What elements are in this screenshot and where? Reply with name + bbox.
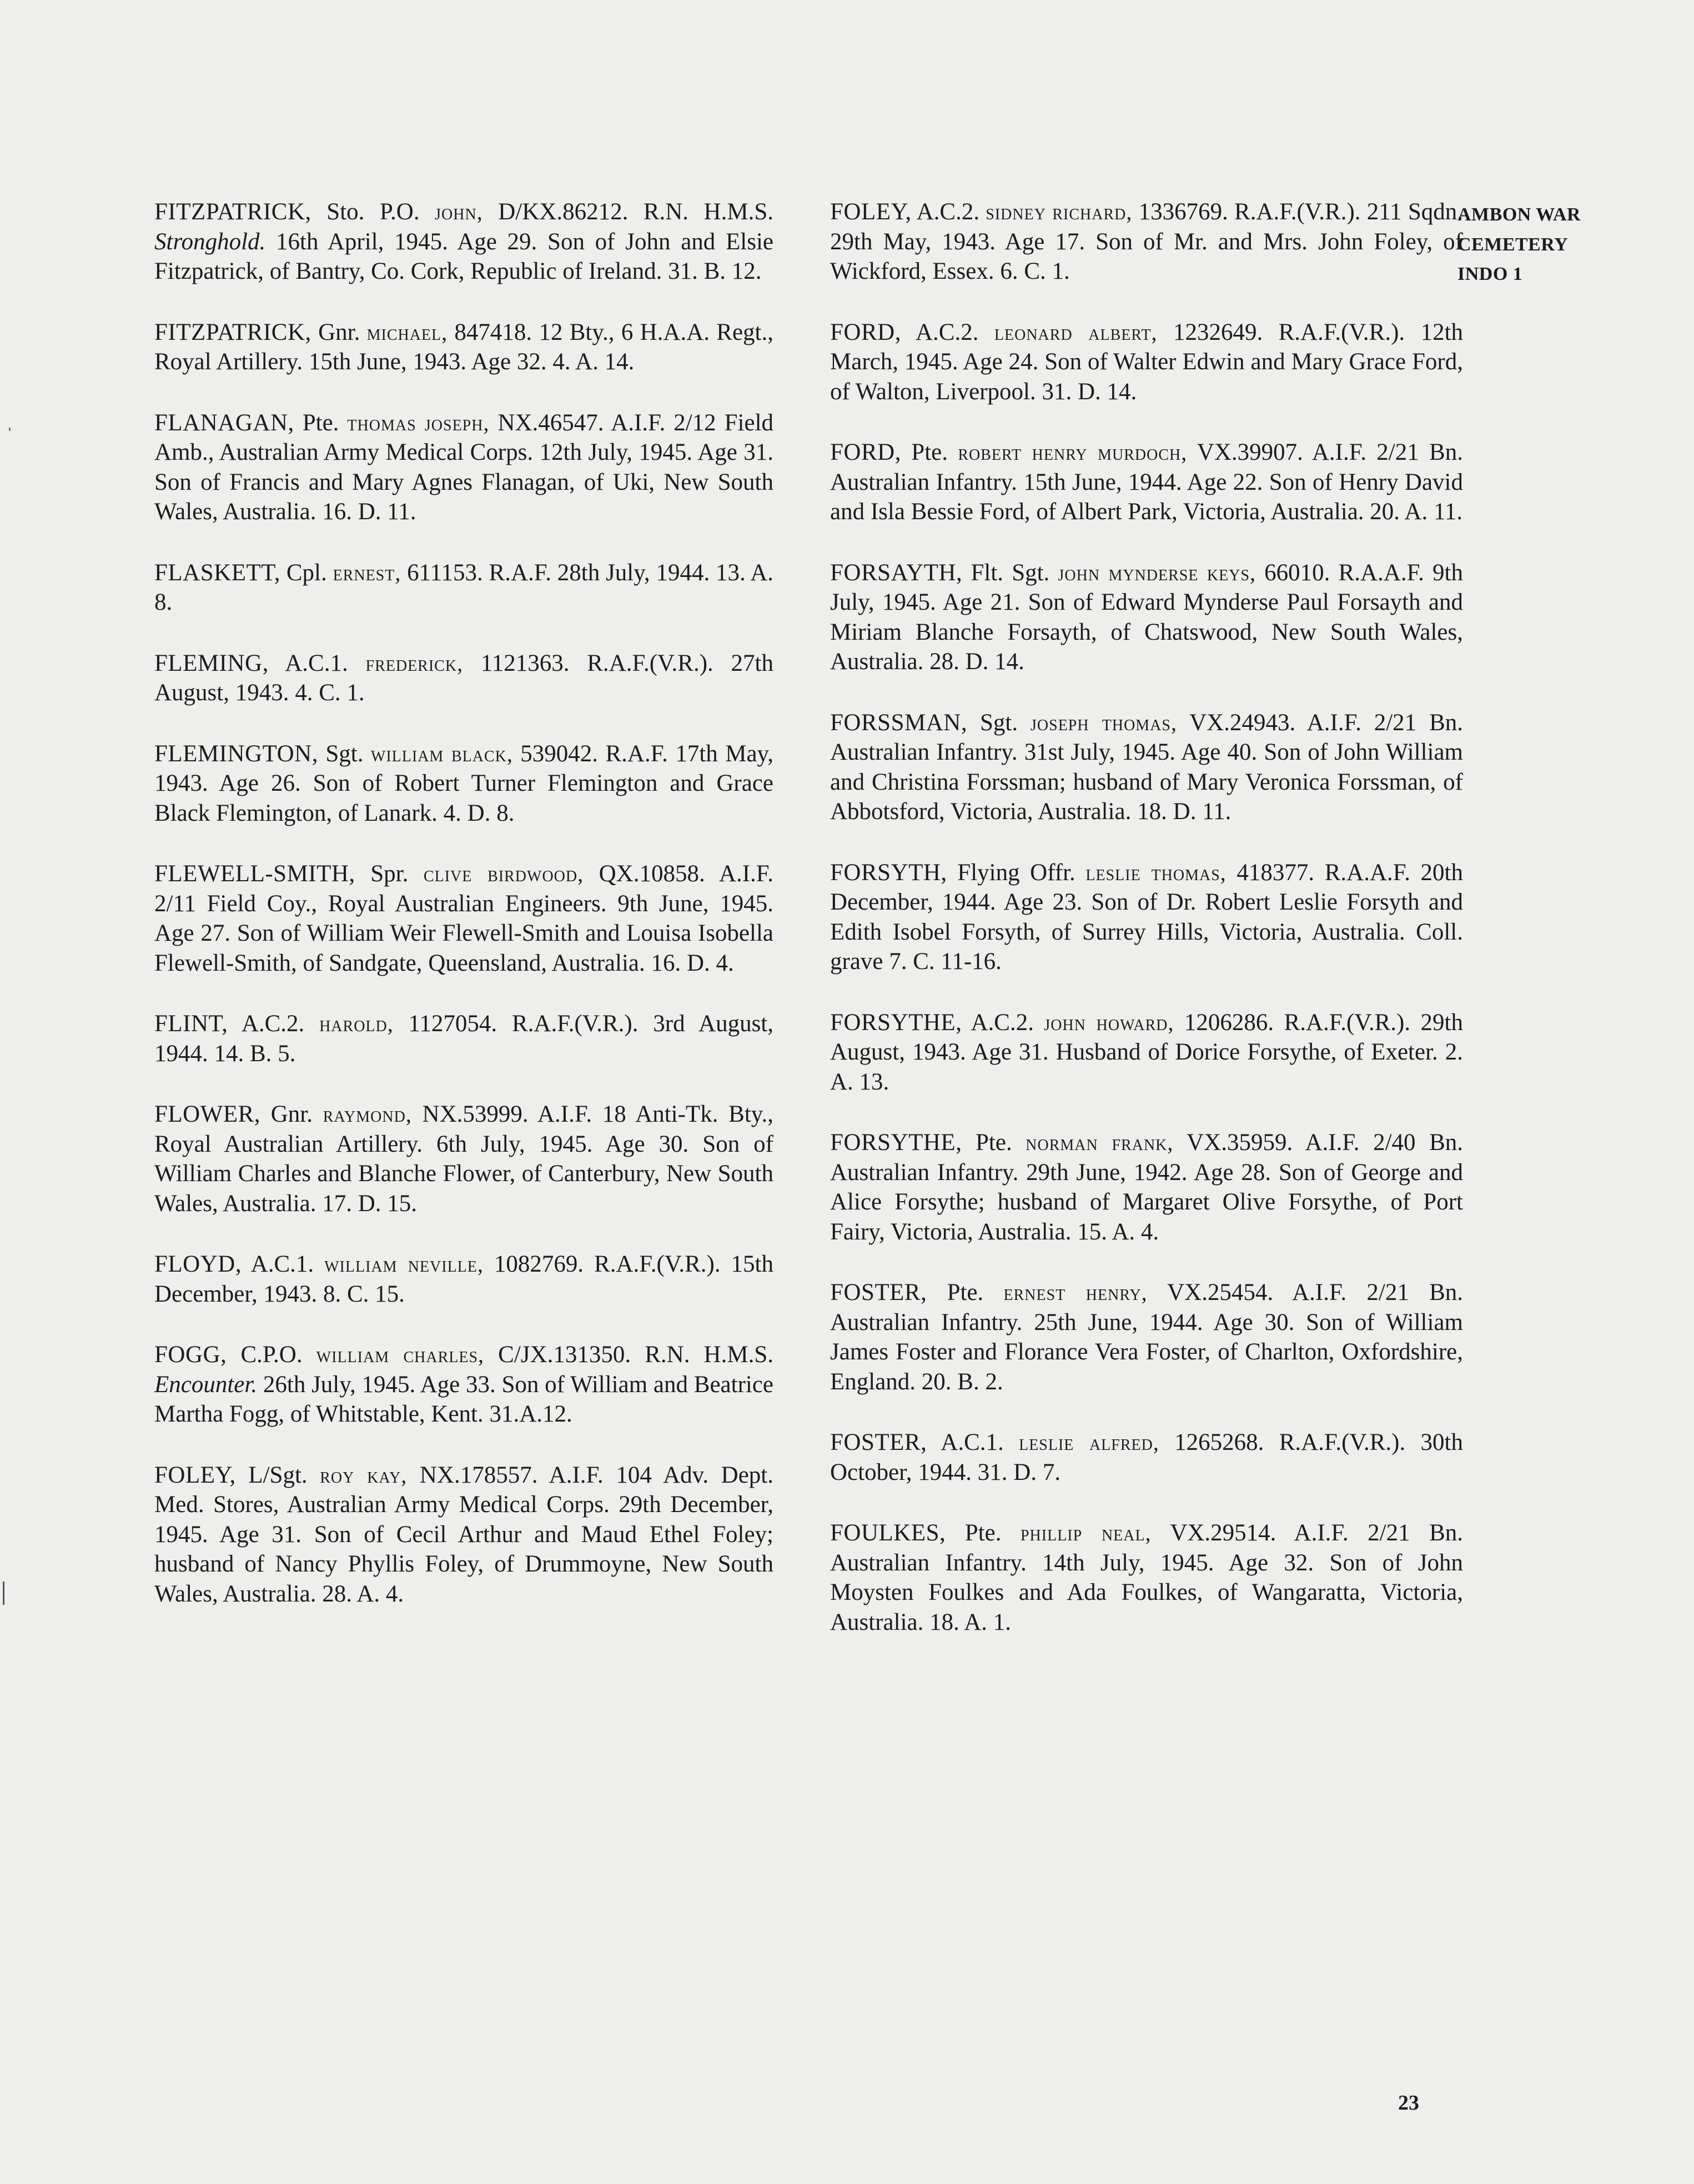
casualty-entry <box>830 1278 1463 1397</box>
entry-space <box>313 1101 323 1127</box>
entry-rank: Flt. Sgt. <box>971 559 1050 586</box>
scan-mark <box>3 1581 4 1605</box>
entry-surname: FLEMING, <box>154 650 269 676</box>
casualty-entry <box>830 438 1463 527</box>
entry-given-names: norman frank, <box>1026 1130 1174 1155</box>
casualty-entry <box>154 1460 773 1609</box>
entry-rank: A.C.2. <box>916 199 980 225</box>
cemetery-note-line: AMBON WAR <box>1457 204 1581 225</box>
entry-rank: Gnr. <box>270 1101 313 1127</box>
casualty-entry <box>154 859 773 978</box>
entry-details-continued: 26th July, 1945. Age 33. Son of William and Beatrice Martha Fogg, of Whitstable, Kent. 31.A.12. <box>154 1371 773 1427</box>
entry-surname: FLASKETT, <box>154 559 281 586</box>
casualty-entry <box>154 558 773 617</box>
entry-space <box>311 199 327 225</box>
entry-given-names: phillip neal, <box>1020 1520 1152 1545</box>
entry-given-names: john mynderse keys, <box>1058 560 1256 585</box>
entry-surname: FOSTER, <box>830 1279 927 1306</box>
entry-space <box>303 1342 316 1368</box>
entry-space <box>280 560 286 586</box>
entry-space <box>1018 710 1031 736</box>
cemetery-note-line: CEMETERY <box>1457 234 1569 255</box>
entry-rank: Flying Offr. <box>957 859 1075 886</box>
entry-space <box>1049 560 1058 586</box>
entry-space <box>420 199 435 225</box>
entry-surname: FORSYTH, <box>830 859 947 886</box>
entry-details: 847418. 12 Bty., 6 H.A.A. Regt., Royal Artillery. 15th June, 1943. Age 32. 4. A. 14. <box>154 319 774 375</box>
entry-rank: A.C.2. <box>916 319 979 345</box>
entry-given-names: leslie alfred, <box>1019 1430 1159 1455</box>
entry-details: 418377. R.A.A.F. 20th December, 1944. Age 23. Son of Dr. Robert Leslie Forsyth and Edith Isobel Forsyth, of Surrey Hills, Victoria, Australia. Coll. grave 7. C. 11-16. <box>830 859 1464 975</box>
entry-space <box>269 650 285 676</box>
entry-space <box>327 560 333 586</box>
entry-space <box>294 410 303 436</box>
entry-details: 1127054. R.A.F.(V.R.). 3rd August, 1944. 14. B. 5. <box>154 1011 773 1067</box>
entry-rank: A.C.1. <box>285 650 348 676</box>
entry-rank: Spr. <box>370 861 409 887</box>
entry-rank: Cpl. <box>286 559 327 586</box>
entry-details: VX.25454. A.I.F. 2/21 Bn. Australian Infantry. 25th June, 1944. Age 30. Son of William James Foster and Florance Vera Foster, of Charlton, Oxfordshire, England. 20. B. 2. <box>830 1279 1464 1395</box>
entry-surname: FLOWER, <box>154 1101 261 1127</box>
entry-space <box>962 1010 971 1036</box>
entry-details: NX.178557. A.I.F. 104 Adv. Dept. Med. Stores, Australian Army Medical Corps. 29th December, 1945. Age 31. Son of Cecil Arthur and Maud Ethel Foley; husband of Nancy Phyllis Foley, of Drummoyne, New South Wales, Australia. 28. A. 4. <box>154 1462 773 1607</box>
casualty-entry <box>830 1428 1463 1487</box>
entry-details: VX.39907. A.I.F. 2/21 Bn. Australian Infantry. 15th June, 1944. Age 22. Son of Henry David and Isla Bessie Ford, of Albert Park, Victoria, Australia. 20. A. 11. <box>830 439 1463 525</box>
entry-space <box>227 1342 240 1368</box>
entry-space <box>912 199 917 225</box>
entry-details: 1265268. R.A.F.(V.R.). 30th October, 1944. 31. D. 7. <box>830 1429 1463 1485</box>
entry-surname: FLEMINGTON, <box>154 740 318 767</box>
entry-space <box>408 861 424 887</box>
entry-rank: Pte. <box>964 1520 1002 1546</box>
entry-given-names: harold, <box>319 1011 394 1036</box>
entry-surname: FORD, <box>830 319 901 345</box>
entry-given-names: joseph thomas, <box>1031 710 1177 735</box>
entry-details: D/KX.86212. R.N. H.M.S. <box>482 199 774 225</box>
entry-space <box>311 319 318 345</box>
casualty-entry <box>830 1128 1463 1247</box>
entry-space <box>304 1011 319 1037</box>
entry-ship-name: Stronghold. <box>154 228 266 255</box>
casualty-entry <box>830 197 1463 287</box>
entry-rank: Sto. P.O. <box>326 199 420 225</box>
entry-space <box>318 741 325 767</box>
entry-rank: Sgt. <box>325 740 364 767</box>
casualty-entry <box>830 1518 1463 1637</box>
entry-details: 1336769. R.A.F.(V.R.). 211 Sqdn. 29th May, 1943. Age 17. Son of Mr. and Mrs. John Foley, of Wickford, Essex. 6. C. 1. <box>830 199 1463 284</box>
casualty-entry <box>154 1009 773 1068</box>
entry-space <box>979 199 986 225</box>
entry-space <box>355 861 371 887</box>
entry-given-names: william black, <box>370 741 513 766</box>
entry-details: 1206286. R.A.F.(V.R.). 29th August, 1943. Age 31. Husband of Dorice Forsythe, of Exeter. 2. A. 13. <box>830 1009 1463 1095</box>
cemetery-note-line: INDO 1 <box>1457 264 1523 284</box>
casualty-entry <box>154 408 773 527</box>
entry-surname: FORSSMAN, <box>830 709 968 736</box>
page-number: 23 <box>1398 2091 1419 2115</box>
entry-given-names: william charles, <box>316 1342 485 1367</box>
casualty-entry <box>154 1340 773 1429</box>
entry-space <box>1075 860 1086 886</box>
casualty-entry <box>154 197 773 287</box>
cemetery-note <box>1457 200 1624 289</box>
entry-details: C/JX.131350. R.N. H.M.S. <box>484 1342 774 1368</box>
entry-rank: L/Sgt. <box>248 1462 308 1488</box>
entry-surname: FORSYTHE, <box>830 1009 962 1036</box>
entry-given-names: leonard albert, <box>994 319 1158 345</box>
entry-space <box>1004 1429 1019 1455</box>
entry-rank: C.P.O. <box>240 1342 303 1368</box>
entry-rank: A.C.2. <box>971 1009 1034 1036</box>
entry-space <box>947 860 958 886</box>
entry-surname: FORD, <box>830 439 901 465</box>
entry-details: 1082769. R.A.F.(V.R.). 15th December, 1943. 8. C. 15. <box>154 1251 773 1307</box>
entry-rank: Pte. <box>976 1129 1012 1156</box>
entry-given-names: thomas joseph, <box>347 410 490 435</box>
entry-space <box>901 439 911 465</box>
scan-mark <box>9 428 11 431</box>
entry-space <box>1012 1129 1026 1156</box>
entry-details: 66010. R.A.A.F. 9th July, 1945. Age 21. Son of Edward Mynderse Paul Forsayth and Miriam Blanche Forsayth, of Chatswood, New South Wales, Australia. 28. D. 14. <box>830 559 1463 675</box>
entry-surname: FLOYD, <box>154 1251 242 1277</box>
entry-given-names: john, <box>435 199 483 224</box>
entry-given-names: frederick, <box>365 650 464 676</box>
casualty-entry <box>154 1249 773 1309</box>
entry-given-names: william neville, <box>324 1252 484 1277</box>
entry-space <box>901 319 916 345</box>
entry-given-names: leslie thomas, <box>1085 860 1226 885</box>
entry-space <box>978 319 994 345</box>
entry-rank: Pte. <box>911 439 948 465</box>
entry-space <box>946 1520 965 1546</box>
casualty-entry <box>154 649 773 708</box>
entry-given-names: raymond, <box>323 1102 412 1127</box>
entry-surname: FLINT, <box>154 1011 228 1037</box>
casualty-entry <box>830 558 1463 677</box>
entry-given-names: john howard, <box>1044 1010 1174 1035</box>
entry-details: VX.24943. A.I.F. 2/21 Bn. Australian Infantry. 31st July, 1945. Age 40. Son of John William and Christina Forssman; husband of Mary Veronica Forssman, of Abbotsford, Victoria, Australia. 18. D. 11. <box>830 709 1464 825</box>
entry-rank: Pte. <box>302 409 339 436</box>
entry-details-continued: 16th April, 1945. Age 29. Son of John and Elsie Fitzpatrick, of Bantry, Co. Cork, Republic of Ireland. 31. B. 12. <box>154 228 773 284</box>
entry-space <box>967 710 980 736</box>
entry-space <box>927 1279 947 1306</box>
entry-given-names: robert henry murdoch, <box>958 440 1188 465</box>
entry-rank: A.C.1. <box>941 1429 1004 1455</box>
entry-given-names: ernest, <box>333 560 401 585</box>
entry-rank: A.C.1. <box>250 1251 314 1277</box>
right-column <box>830 197 1463 1668</box>
entry-surname: FORSAYTH, <box>830 559 963 586</box>
entry-details: 611153. R.A.F. 28th July, 1944. 13. A. 8. <box>154 559 774 615</box>
casualty-entry <box>830 858 1463 977</box>
entry-given-names: roy kay, <box>320 1462 408 1488</box>
entry-surname: FOGG, <box>154 1342 227 1368</box>
entry-details: 1121363. R.A.F.(V.R.). 27th August, 1943. 4. C. 1. <box>154 650 773 706</box>
entry-space <box>962 560 971 586</box>
casualty-entry <box>830 1008 1463 1097</box>
entry-surname: FOLEY, <box>154 1462 236 1488</box>
entry-space <box>927 1429 941 1455</box>
entry-space <box>236 1462 249 1488</box>
entry-surname: FLEWELL-SMITH, <box>154 861 355 887</box>
entry-space <box>242 1251 251 1277</box>
entry-surname: FORSYTHE, <box>830 1129 962 1156</box>
entry-space <box>364 741 371 767</box>
entry-surname: FITZPATRICK, <box>154 199 311 225</box>
entry-space <box>983 1279 1003 1306</box>
entry-surname: FITZPATRICK, <box>154 319 311 345</box>
entry-space <box>308 1462 320 1488</box>
casualty-entry <box>830 318 1463 407</box>
entry-rank: Gnr. <box>318 319 360 345</box>
entry-ship-name: Encounter. <box>154 1371 258 1398</box>
entry-surname: FOLEY, <box>830 199 912 225</box>
casualty-entry <box>154 739 773 829</box>
entry-space <box>1001 1520 1021 1546</box>
entry-surname: FOSTER, <box>830 1429 927 1455</box>
entry-given-names: ernest henry, <box>1003 1280 1148 1305</box>
entry-details: 1232649. R.A.F.(V.R.). 12th March, 1945. Age 24. Son of Walter Edwin and Mary Grace Ford, of Walton, Liverpool. 31. D. 14. <box>830 319 1464 405</box>
entry-surname: FLANAGAN, <box>154 409 294 436</box>
entry-given-names: sidney richard, <box>986 199 1133 224</box>
casualty-entry <box>154 1099 773 1218</box>
entry-space <box>339 410 347 436</box>
casualty-entry <box>154 318 773 377</box>
left-column <box>154 197 773 1640</box>
entry-details: NX.53999. A.I.F. 18 Anti-Tk. Bty., Royal Australian Artillery. 6th July, 1945. Age 30. Son of William Charles and Blanche Flower, of Canterbury, New South Wales, Australia. 17. D. 15. <box>154 1101 773 1217</box>
entry-surname: FOULKES, <box>830 1520 946 1546</box>
entry-rank: Pte. <box>947 1279 984 1306</box>
entry-given-names: michael, <box>366 319 448 345</box>
entry-space <box>228 1011 241 1037</box>
entry-space <box>962 1129 976 1156</box>
entry-space <box>348 650 366 676</box>
casualty-entry <box>830 708 1463 827</box>
entry-space <box>948 439 958 465</box>
entry-space <box>314 1251 324 1277</box>
entry-space <box>1034 1010 1044 1036</box>
entry-details: VX.35959. A.I.F. 2/40 Bn. Australian Infantry. 29th June, 1942. Age 28. Son of George and Alice Forsythe; husband of Margaret Olive Forsythe, of Port Fairy, Victoria, Australia. 15. A. 4. <box>830 1129 1463 1245</box>
entry-rank: Sgt. <box>979 709 1018 736</box>
entry-details: NX.46547. A.I.F. 2/12 Field Amb., Australian Army Medical Corps. 12th July, 1945. Age 31. Son of Francis and Mary Agnes Flanagan, of Uki, New South Wales, Australia. 16. D. 11. <box>154 409 774 525</box>
entry-details: VX.29514. A.I.F. 2/21 Bn. Australian Infantry. 14th July, 1945. Age 32. Son of John Moysten Foulkes and Ada Foulkes, of Wangaratta, Victoria, Australia. 18. A. 1. <box>830 1520 1464 1635</box>
entry-space <box>360 319 366 345</box>
entry-given-names: clive birdwood, <box>423 861 584 886</box>
entry-space <box>260 1101 271 1127</box>
entry-details: QX.10858. A.I.F. 2/11 Field Coy., Royal Australian Engineers. 9th June, 1945. Age 27. Son of William Weir Flewell-Smith and Louisa Isobella Flewell-Smith, of Sandgate, Queensland, Australia. 16. D. 4. <box>154 861 774 976</box>
entry-rank: A.C.2. <box>241 1011 305 1037</box>
entry-details: 539042. R.A.F. 17th May, 1943. Age 26. Son of Robert Turner Flemington and Grace Black Flemington, of Lanark. 4. D. 8. <box>154 740 773 826</box>
